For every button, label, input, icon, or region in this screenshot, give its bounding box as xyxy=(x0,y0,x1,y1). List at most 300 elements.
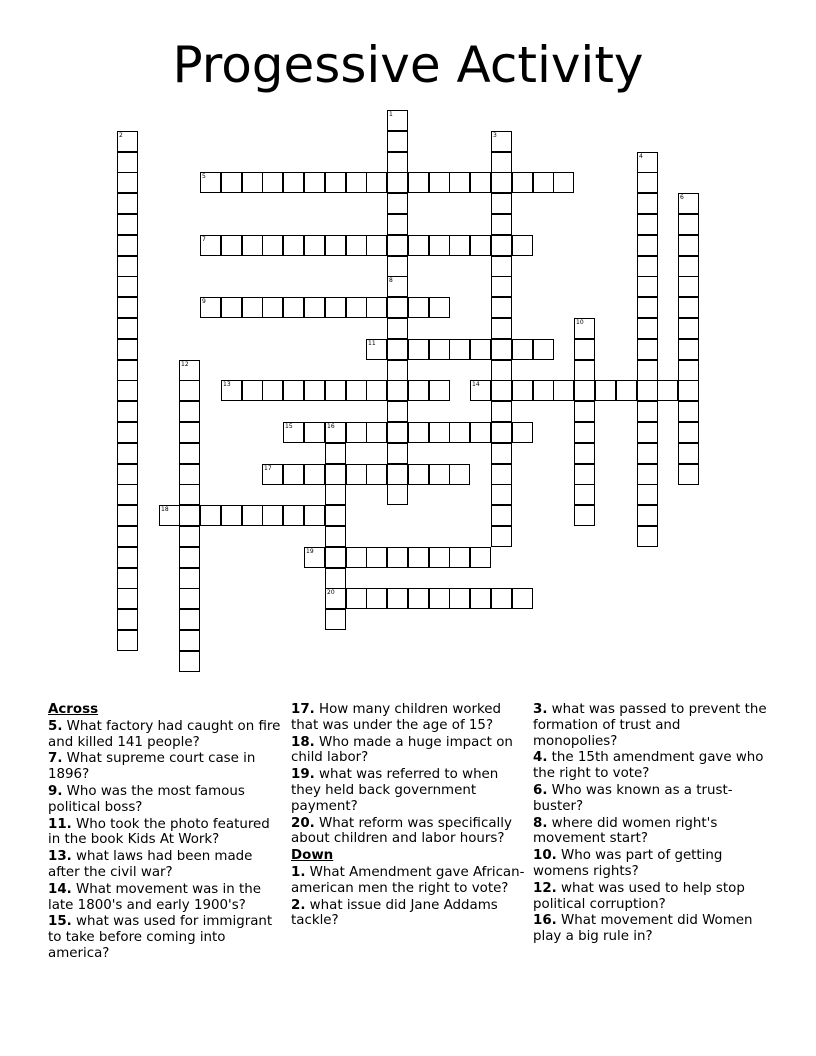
crossword-cell[interactable] xyxy=(366,464,387,485)
crossword-cell[interactable] xyxy=(262,235,283,256)
crossword-cell[interactable] xyxy=(387,256,408,277)
crossword-cell[interactable] xyxy=(678,443,699,464)
crossword-cell[interactable] xyxy=(491,526,512,547)
crossword-cell[interactable] xyxy=(179,630,200,651)
crossword-cell[interactable] xyxy=(678,214,699,235)
clue-number: 19. xyxy=(291,767,315,783)
crossword-cell[interactable] xyxy=(491,214,512,235)
clue-across-9 xyxy=(48,784,283,816)
crossword-cell[interactable] xyxy=(533,172,554,193)
clue-number: 7. xyxy=(48,751,63,767)
clue-text: What factory had caught on fire and killed 141 people? xyxy=(48,718,281,750)
crossword-cell[interactable] xyxy=(512,172,533,193)
crossword-cell[interactable] xyxy=(117,339,138,360)
clue-text: what was used for immigrant to take before coming into america? xyxy=(48,914,273,961)
crossword-cell[interactable] xyxy=(387,297,408,318)
crossword-cell[interactable] xyxy=(117,484,138,505)
crossword-cell[interactable] xyxy=(678,380,699,401)
crossword-cell[interactable] xyxy=(678,256,699,277)
crossword-cell[interactable] xyxy=(491,235,512,256)
crossword-cell[interactable] xyxy=(616,380,637,401)
crossword-cell[interactable] xyxy=(512,380,533,401)
crossword-cell[interactable] xyxy=(637,193,658,214)
crossword-cell[interactable] xyxy=(283,505,304,526)
crossword-cell[interactable] xyxy=(470,380,491,401)
crossword-cell[interactable] xyxy=(117,588,138,609)
crossword-cell[interactable] xyxy=(221,235,242,256)
crossword-cell[interactable] xyxy=(553,172,574,193)
crossword-cell[interactable] xyxy=(387,214,408,235)
crossword-cell[interactable] xyxy=(470,172,491,193)
crossword-cell[interactable] xyxy=(387,443,408,464)
crossword-cell[interactable] xyxy=(304,380,325,401)
crossword-cell[interactable] xyxy=(387,152,408,173)
crossword-cell[interactable] xyxy=(533,339,554,360)
crossword-cell[interactable] xyxy=(491,484,512,505)
crossword-cell[interactable] xyxy=(179,588,200,609)
crossword-cell[interactable] xyxy=(262,505,283,526)
crossword-cell[interactable] xyxy=(533,380,554,401)
clue-number: 9. xyxy=(48,783,63,799)
crossword-cell[interactable] xyxy=(262,380,283,401)
crossword-cell[interactable] xyxy=(346,422,367,443)
crossword-cell[interactable] xyxy=(179,443,200,464)
crossword-cell[interactable] xyxy=(637,256,658,277)
crossword-cell[interactable] xyxy=(179,547,200,568)
clue-number: 4. xyxy=(533,750,548,766)
crossword-cell[interactable] xyxy=(512,339,533,360)
crossword-cell[interactable] xyxy=(574,318,595,339)
crossword-cell[interactable] xyxy=(429,464,450,485)
crossword-cell[interactable] xyxy=(387,110,408,131)
crossword-cell[interactable] xyxy=(387,131,408,152)
clue-text: what was used to help stop political corruption? xyxy=(533,880,745,912)
cell-number: 19 xyxy=(306,548,314,555)
crossword-cell[interactable] xyxy=(325,422,346,443)
crossword-cell[interactable] xyxy=(283,380,304,401)
crossword-cell[interactable] xyxy=(200,505,221,526)
clue-text: What supreme court case in 1896? xyxy=(48,751,256,783)
crossword-cell[interactable] xyxy=(283,235,304,256)
crossword-cell[interactable] xyxy=(117,505,138,526)
clue-text: Who was known as a trust-buster? xyxy=(533,782,733,814)
cell-number: 1 xyxy=(389,111,393,118)
crossword-cell[interactable] xyxy=(491,443,512,464)
crossword-cell[interactable] xyxy=(346,547,367,568)
crossword-cell[interactable] xyxy=(179,360,200,381)
crossword-cell[interactable] xyxy=(429,588,450,609)
crossword-cell[interactable] xyxy=(637,505,658,526)
clue-number: 18. xyxy=(291,734,315,750)
cell-number: 7 xyxy=(202,236,206,243)
clues-column-3 xyxy=(533,702,768,946)
clue-across-19 xyxy=(291,767,526,814)
crossword-cell[interactable] xyxy=(179,568,200,589)
crossword-cell[interactable] xyxy=(117,131,138,152)
crossword-cell[interactable] xyxy=(637,297,658,318)
crossword-cell[interactable] xyxy=(200,235,221,256)
crossword-cell[interactable] xyxy=(637,422,658,443)
crossword-cell[interactable] xyxy=(366,235,387,256)
crossword-cell[interactable] xyxy=(117,609,138,630)
clue-number: 3. xyxy=(533,702,548,717)
crossword-cell[interactable] xyxy=(117,443,138,464)
crossword-cell[interactable] xyxy=(574,484,595,505)
crossword-cell[interactable] xyxy=(678,360,699,381)
crossword-cell[interactable] xyxy=(408,422,429,443)
crossword-cell[interactable] xyxy=(408,380,429,401)
clue-text: How many children worked that was under the age of 15? xyxy=(291,702,502,733)
crossword-cell[interactable] xyxy=(242,297,263,318)
crossword-cell[interactable] xyxy=(117,172,138,193)
crossword-cell[interactable] xyxy=(366,339,387,360)
crossword-cell[interactable] xyxy=(325,505,346,526)
crossword-cell[interactable] xyxy=(491,318,512,339)
crossword-cell[interactable] xyxy=(408,235,429,256)
crossword-cell[interactable] xyxy=(387,401,408,422)
clue-text: what issue did Jane Addams tackle? xyxy=(291,897,498,929)
crossword-cell[interactable] xyxy=(117,276,138,297)
crossword-cell[interactable] xyxy=(637,360,658,381)
crossword-cell[interactable] xyxy=(553,380,574,401)
crossword-cell[interactable] xyxy=(637,276,658,297)
crossword-cell[interactable] xyxy=(387,193,408,214)
crossword-cell[interactable] xyxy=(470,235,491,256)
crossword-cell[interactable] xyxy=(117,547,138,568)
clue-down-10 xyxy=(533,848,768,880)
crossword-cell[interactable] xyxy=(387,588,408,609)
crossword-cell[interactable] xyxy=(117,464,138,485)
crossword-cell[interactable] xyxy=(117,235,138,256)
crossword-cell[interactable] xyxy=(491,256,512,277)
clue-number: 8. xyxy=(533,815,548,831)
cell-number: 10 xyxy=(576,319,584,326)
across-heading: Across xyxy=(48,702,99,717)
crossword-cell[interactable] xyxy=(574,443,595,464)
crossword-cell[interactable] xyxy=(637,214,658,235)
crossword-cell[interactable] xyxy=(304,505,325,526)
crossword-cell[interactable] xyxy=(325,464,346,485)
crossword-cell[interactable] xyxy=(678,276,699,297)
clue-number: 15. xyxy=(48,914,72,930)
crossword-cell[interactable] xyxy=(657,380,678,401)
clue-number: 13. xyxy=(48,849,72,865)
crossword-cell[interactable] xyxy=(200,297,221,318)
crossword-cell[interactable] xyxy=(221,505,242,526)
crossword-cell[interactable] xyxy=(678,401,699,422)
crossword-cell[interactable] xyxy=(491,380,512,401)
crossword-cell[interactable] xyxy=(117,193,138,214)
crossword-cell[interactable] xyxy=(325,609,346,630)
crossword-cell[interactable] xyxy=(325,547,346,568)
crossword-cell[interactable] xyxy=(117,360,138,381)
crossword-cell[interactable] xyxy=(325,568,346,589)
crossword-cell[interactable] xyxy=(387,547,408,568)
crossword-cell[interactable] xyxy=(179,464,200,485)
crossword-cell[interactable] xyxy=(117,380,138,401)
cell-number: 2 xyxy=(119,132,123,139)
crossword-cell[interactable] xyxy=(325,380,346,401)
crossword-cell[interactable] xyxy=(387,380,408,401)
crossword-cell[interactable] xyxy=(470,422,491,443)
crossword-cell[interactable] xyxy=(491,131,512,152)
crossword-cell[interactable] xyxy=(325,297,346,318)
crossword-cell[interactable] xyxy=(449,464,470,485)
crossword-cell[interactable] xyxy=(242,235,263,256)
crossword-cell[interactable] xyxy=(470,547,491,568)
crossword-cell[interactable] xyxy=(512,235,533,256)
crossword-cell[interactable] xyxy=(491,172,512,193)
crossword-cell[interactable] xyxy=(283,172,304,193)
clue-text: Who took the photo featured in the book Kids At Work? xyxy=(48,816,270,848)
crossword-cell[interactable] xyxy=(429,339,450,360)
crossword-cell[interactable] xyxy=(637,339,658,360)
cell-number: 12 xyxy=(181,361,189,368)
crossword-cell[interactable] xyxy=(637,172,658,193)
crossword-cell[interactable] xyxy=(512,422,533,443)
clue-number: 1. xyxy=(291,864,306,880)
crossword-cell[interactable] xyxy=(491,193,512,214)
crossword-cell[interactable] xyxy=(346,297,367,318)
crossword-cell[interactable] xyxy=(117,152,138,173)
crossword-cell[interactable] xyxy=(117,422,138,443)
crossword-cell[interactable] xyxy=(346,588,367,609)
crossword-cell[interactable] xyxy=(408,297,429,318)
clue-down-4 xyxy=(533,750,768,782)
crossword-cell[interactable] xyxy=(179,422,200,443)
crossword-cell[interactable] xyxy=(387,339,408,360)
crossword-cell[interactable] xyxy=(387,276,408,297)
crossword-cell[interactable] xyxy=(262,464,283,485)
clue-text: What reform was specifically about children and labor hours? xyxy=(291,815,512,847)
crossword-cell[interactable] xyxy=(491,588,512,609)
clue-text: Who was part of getting womens rights? xyxy=(533,848,723,879)
clue-number: 17. xyxy=(291,702,315,717)
clue-text: the 15th amendment gave who the right to vote? xyxy=(533,750,764,782)
clue-text: what was referred to when they held back government payment? xyxy=(291,767,499,814)
crossword-cell[interactable] xyxy=(449,235,470,256)
crossword-cell[interactable] xyxy=(117,630,138,651)
crossword-cell[interactable] xyxy=(512,588,533,609)
crossword-cell[interactable] xyxy=(637,318,658,339)
crossword-cell[interactable] xyxy=(179,401,200,422)
crossword-cell[interactable] xyxy=(179,505,200,526)
crossword-cell[interactable] xyxy=(346,172,367,193)
crossword-cell[interactable] xyxy=(470,588,491,609)
crossword-cell[interactable] xyxy=(449,339,470,360)
crossword-cell[interactable] xyxy=(387,422,408,443)
crossword-cell[interactable] xyxy=(242,505,263,526)
clue-down-1 xyxy=(291,865,526,897)
crossword-cell[interactable] xyxy=(262,297,283,318)
down-heading: Down xyxy=(291,848,334,864)
crossword-cell[interactable] xyxy=(283,464,304,485)
crossword-cell[interactable] xyxy=(179,609,200,630)
crossword-cell[interactable] xyxy=(387,360,408,381)
clue-across-20 xyxy=(291,816,526,848)
crossword-cell[interactable] xyxy=(595,380,616,401)
crossword-cell[interactable] xyxy=(637,526,658,547)
crossword-cell[interactable] xyxy=(117,526,138,547)
crossword-cell[interactable] xyxy=(117,318,138,339)
crossword-cell[interactable] xyxy=(637,235,658,256)
cell-number: 13 xyxy=(223,381,231,388)
crossword-cell[interactable] xyxy=(637,464,658,485)
cell-number: 15 xyxy=(285,423,293,430)
crossword-cell[interactable] xyxy=(491,360,512,381)
crossword-cell[interactable] xyxy=(325,484,346,505)
clue-down-6 xyxy=(533,783,768,815)
crossword-cell[interactable] xyxy=(408,172,429,193)
clue-number: 14. xyxy=(48,881,72,897)
clue-across-14 xyxy=(48,882,283,914)
crossword-cell[interactable] xyxy=(387,172,408,193)
clue-text: Who made a huge impact on child labor? xyxy=(291,734,513,766)
clue-down-3 xyxy=(533,702,768,749)
crossword-cell[interactable] xyxy=(408,588,429,609)
crossword-cell[interactable] xyxy=(221,172,242,193)
crossword-cell[interactable] xyxy=(637,484,658,505)
crossword-cell[interactable] xyxy=(429,172,450,193)
crossword-cell[interactable] xyxy=(366,547,387,568)
crossword-cell[interactable] xyxy=(449,547,470,568)
crossword-cell[interactable] xyxy=(574,422,595,443)
crossword-cell[interactable] xyxy=(387,318,408,339)
crossword-cell[interactable] xyxy=(470,339,491,360)
clue-number: 10. xyxy=(533,848,557,864)
clue-text: where did women right's movement start? xyxy=(533,815,718,847)
crossword-cell[interactable] xyxy=(491,339,512,360)
crossword-cell[interactable] xyxy=(429,547,450,568)
crossword-cell[interactable] xyxy=(366,172,387,193)
crossword-cell[interactable] xyxy=(574,464,595,485)
crossword-cell[interactable] xyxy=(221,380,242,401)
clue-number: 16. xyxy=(533,913,557,929)
crossword-cell[interactable] xyxy=(408,547,429,568)
crossword-cell[interactable] xyxy=(304,422,325,443)
crossword-cell[interactable] xyxy=(304,297,325,318)
crossword-cell[interactable] xyxy=(117,568,138,589)
crossword-cell[interactable] xyxy=(179,380,200,401)
crossword-cell[interactable] xyxy=(283,297,304,318)
crossword-cell[interactable] xyxy=(304,547,325,568)
crossword-cell[interactable] xyxy=(117,256,138,277)
clue-text: What movement was in the late 1800's and early 1900's? xyxy=(48,881,261,913)
crossword-cell[interactable] xyxy=(429,380,450,401)
crossword-cell[interactable] xyxy=(449,588,470,609)
crossword-cell[interactable] xyxy=(637,401,658,422)
crossword-cell[interactable] xyxy=(449,172,470,193)
crossword-cell[interactable] xyxy=(449,422,470,443)
crossword-cell[interactable] xyxy=(429,422,450,443)
crossword-cell[interactable] xyxy=(387,235,408,256)
crossword-cell[interactable] xyxy=(366,422,387,443)
crossword-cell[interactable] xyxy=(491,464,512,485)
crossword-cell[interactable] xyxy=(325,526,346,547)
crossword-cell[interactable] xyxy=(429,297,450,318)
crossword-cell[interactable] xyxy=(366,297,387,318)
crossword-cell[interactable] xyxy=(678,464,699,485)
crossword-cell[interactable] xyxy=(387,464,408,485)
crossword-cell[interactable] xyxy=(242,172,263,193)
clue-across-15 xyxy=(48,914,283,961)
crossword-cell[interactable] xyxy=(491,152,512,173)
crossword-cell[interactable] xyxy=(637,443,658,464)
cell-number: 11 xyxy=(368,340,376,347)
crossword-cell[interactable] xyxy=(262,172,283,193)
crossword-cell[interactable] xyxy=(325,172,346,193)
crossword-cell[interactable] xyxy=(117,214,138,235)
crossword-cell[interactable] xyxy=(325,588,346,609)
crossword-cell[interactable] xyxy=(574,505,595,526)
crossword-cell[interactable] xyxy=(179,484,200,505)
crossword-cell[interactable] xyxy=(366,588,387,609)
crossword-cell[interactable] xyxy=(159,505,180,526)
crossword-cell[interactable] xyxy=(117,401,138,422)
crossword-cell[interactable] xyxy=(346,380,367,401)
clue-number: 5. xyxy=(48,718,63,734)
crossword-cell[interactable] xyxy=(678,318,699,339)
crossword-cell[interactable] xyxy=(637,152,658,173)
clue-down-8 xyxy=(533,816,768,848)
clue-across-13 xyxy=(48,849,283,881)
crossword-cell[interactable] xyxy=(574,380,595,401)
crossword-cell[interactable] xyxy=(574,339,595,360)
crossword-cell[interactable] xyxy=(678,297,699,318)
crossword-cell[interactable] xyxy=(242,380,263,401)
clue-across-17 xyxy=(291,702,526,734)
crossword-cell[interactable] xyxy=(346,464,367,485)
crossword-cell[interactable] xyxy=(325,235,346,256)
clues-column-1 xyxy=(48,702,283,963)
crossword-cell[interactable] xyxy=(491,422,512,443)
page-title: Progessive Activity xyxy=(172,36,644,94)
clue-down-2 xyxy=(291,898,526,930)
crossword-cell[interactable] xyxy=(117,297,138,318)
crossword-cell[interactable] xyxy=(366,380,387,401)
crossword-cell[interactable] xyxy=(179,526,200,547)
crossword-cell[interactable] xyxy=(221,297,242,318)
crossword-cell[interactable] xyxy=(491,276,512,297)
cell-number: 6 xyxy=(680,194,684,201)
crossword-cell[interactable] xyxy=(429,235,450,256)
crossword-cell[interactable] xyxy=(678,235,699,256)
crossword-cell[interactable] xyxy=(346,235,367,256)
crossword-cell[interactable] xyxy=(637,380,658,401)
crossword-cell[interactable] xyxy=(283,422,304,443)
cell-number: 5 xyxy=(202,173,206,180)
crossword-cell[interactable] xyxy=(304,464,325,485)
crossword-cell[interactable] xyxy=(179,651,200,672)
crossword-cell[interactable] xyxy=(325,443,346,464)
cell-number: 3 xyxy=(493,132,497,139)
crossword-cell[interactable] xyxy=(387,484,408,505)
crossword-cell[interactable] xyxy=(304,172,325,193)
cell-number: 18 xyxy=(161,506,169,513)
crossword-cell[interactable] xyxy=(200,172,221,193)
crossword-cell[interactable] xyxy=(408,339,429,360)
crossword-cell[interactable] xyxy=(408,464,429,485)
crossword-cell[interactable] xyxy=(678,422,699,443)
crossword-cell[interactable] xyxy=(678,193,699,214)
crossword-cell[interactable] xyxy=(491,401,512,422)
crossword-cell[interactable] xyxy=(491,297,512,318)
crossword-cell[interactable] xyxy=(304,235,325,256)
crossword-cell[interactable] xyxy=(491,505,512,526)
crossword-cell[interactable] xyxy=(574,401,595,422)
crossword-cell[interactable] xyxy=(574,360,595,381)
crossword-cell[interactable] xyxy=(678,339,699,360)
